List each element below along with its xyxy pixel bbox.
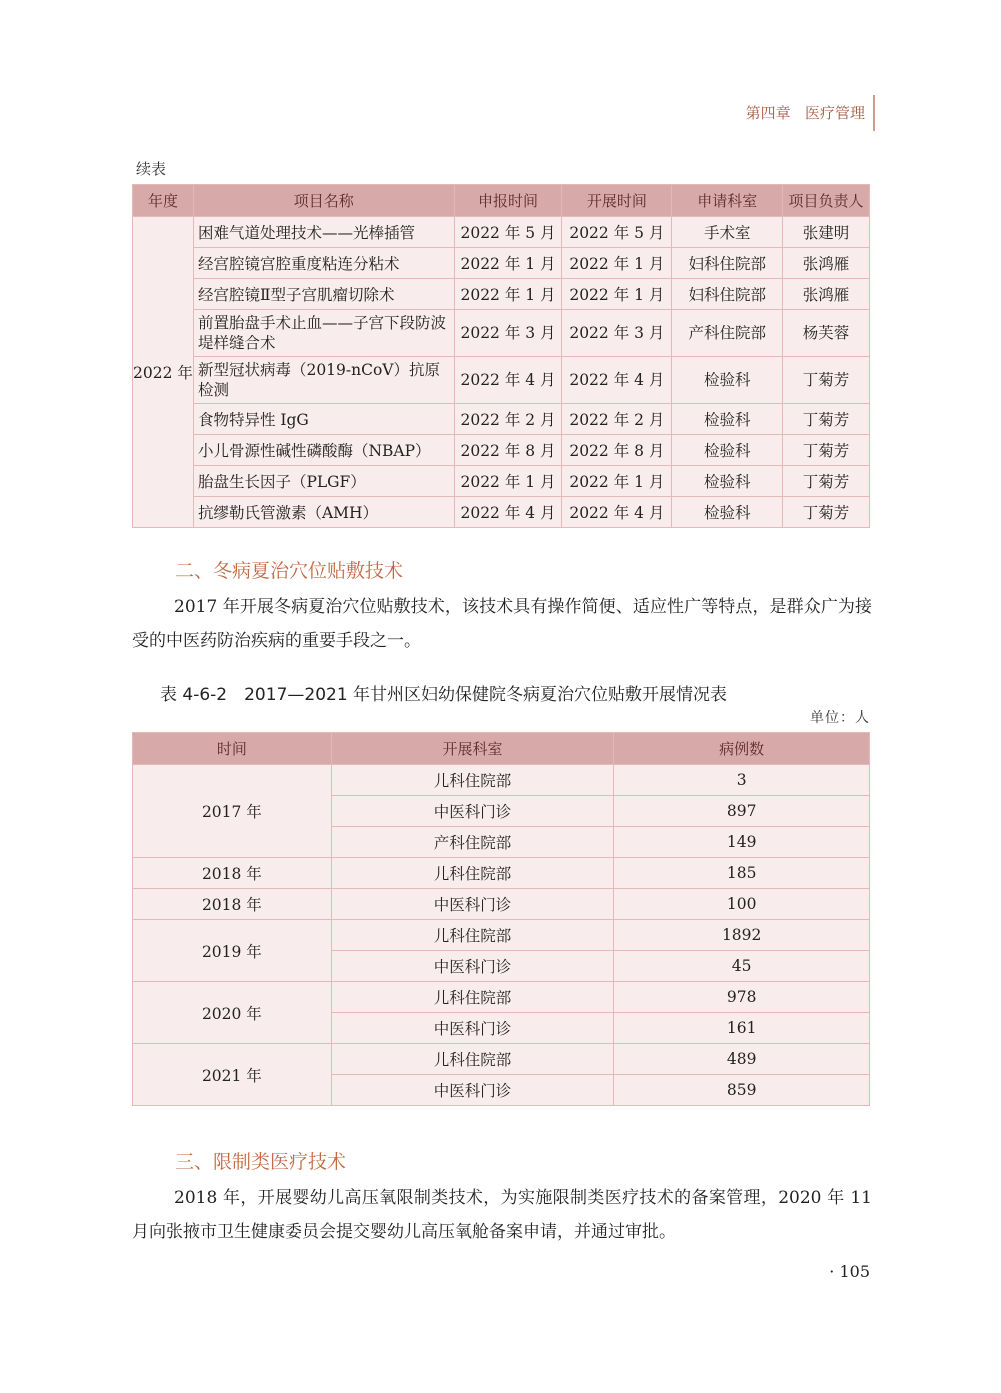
header-year: 年度 bbox=[133, 185, 194, 217]
header-time: 时间 bbox=[133, 733, 332, 765]
table-row bbox=[133, 858, 870, 889]
year-cell: 2021 年 bbox=[133, 1044, 332, 1106]
year-cell: 2017 年 bbox=[133, 765, 332, 858]
year-cell: 2020 年 bbox=[133, 982, 332, 1044]
project-name-cell: 食物特异性 IgG bbox=[193, 404, 454, 435]
chapter-title: 医疗管理 bbox=[804, 104, 865, 122]
table-row bbox=[133, 765, 870, 796]
count-cell: 859 bbox=[614, 1075, 870, 1106]
header-divider bbox=[873, 95, 875, 131]
year-cell: 2022 年 bbox=[133, 217, 194, 528]
department-cell: 妇科住院部 bbox=[672, 279, 783, 310]
department-cell: 儿科住院部 bbox=[331, 982, 614, 1013]
count-cell: 1892 bbox=[614, 920, 870, 951]
table-row bbox=[133, 466, 870, 497]
department-cell: 手术室 bbox=[672, 217, 783, 248]
table-row bbox=[133, 357, 870, 404]
table-row bbox=[133, 310, 870, 357]
count-cell: 100 bbox=[614, 889, 870, 920]
project-name-cell: 胎盘生长因子（PLGF） bbox=[193, 466, 454, 497]
header-department: 申请科室 bbox=[672, 185, 783, 217]
department-cell: 妇科住院部 bbox=[672, 248, 783, 279]
department-cell: 检验科 bbox=[672, 435, 783, 466]
department-cell: 儿科住院部 bbox=[331, 858, 614, 889]
start-time-cell: 2022 年 1 月 bbox=[562, 279, 672, 310]
table-header-row bbox=[133, 733, 870, 765]
running-header bbox=[700, 100, 873, 126]
start-time-cell: 2022 年 2 月 bbox=[562, 404, 672, 435]
department-cell: 产科住院部 bbox=[331, 827, 614, 858]
table-row bbox=[133, 248, 870, 279]
department-cell: 中医科门诊 bbox=[331, 796, 614, 827]
count-cell: 161 bbox=[614, 1013, 870, 1044]
department-cell: 中医科门诊 bbox=[331, 1013, 614, 1044]
start-time-cell: 2022 年 8 月 bbox=[562, 435, 672, 466]
report-time-cell: 2022 年 3 月 bbox=[454, 310, 562, 357]
header-lead: 项目负责人 bbox=[783, 185, 870, 217]
table-row bbox=[133, 279, 870, 310]
project-name-cell: 抗缪勒氏管激素（AMH） bbox=[193, 497, 454, 528]
department-cell: 儿科住院部 bbox=[331, 1044, 614, 1075]
count-cell: 897 bbox=[614, 796, 870, 827]
start-time-cell: 2022 年 4 月 bbox=[562, 357, 672, 404]
project-name-cell: 经宫腔镜宫腔重度粘连分粘术 bbox=[193, 248, 454, 279]
project-name-cell: 困难气道处理技术——光棒插管 bbox=[193, 217, 454, 248]
lead-cell: 杨芙蓉 bbox=[783, 310, 870, 357]
report-time-cell: 2022 年 4 月 bbox=[454, 357, 562, 404]
unit-label: 单位：人 bbox=[810, 710, 870, 726]
header-project-name: 项目名称 bbox=[193, 185, 454, 217]
report-time-cell: 2022 年 8 月 bbox=[454, 435, 562, 466]
header-start-time: 开展时间 bbox=[562, 185, 672, 217]
acupoint-cases-table bbox=[132, 732, 870, 1106]
year-cell: 2018 年 bbox=[133, 889, 332, 920]
count-cell: 978 bbox=[614, 982, 870, 1013]
header-case-count: 病例数 bbox=[614, 733, 870, 765]
lead-cell: 丁菊芳 bbox=[783, 404, 870, 435]
tech-projects-table bbox=[132, 184, 870, 528]
count-cell: 185 bbox=[614, 858, 870, 889]
lead-cell: 张鸿雁 bbox=[783, 248, 870, 279]
lead-cell: 丁菊芳 bbox=[783, 435, 870, 466]
lead-cell: 丁菊芳 bbox=[783, 497, 870, 528]
header-department: 开展科室 bbox=[331, 733, 614, 765]
table-row bbox=[133, 404, 870, 435]
department-cell: 中医科门诊 bbox=[331, 951, 614, 982]
table-row bbox=[133, 497, 870, 528]
department-cell: 检验科 bbox=[672, 466, 783, 497]
start-time-cell: 2022 年 1 月 bbox=[562, 248, 672, 279]
project-name-cell: 小儿骨源性碱性磷酸酶（NBAP） bbox=[193, 435, 454, 466]
start-time-cell: 2022 年 4 月 bbox=[562, 497, 672, 528]
report-time-cell: 2022 年 4 月 bbox=[454, 497, 562, 528]
report-time-cell: 2022 年 5 月 bbox=[454, 217, 562, 248]
department-cell: 检验科 bbox=[672, 404, 783, 435]
count-cell: 45 bbox=[614, 951, 870, 982]
section-title-restricted: 三、限制类医疗技术 bbox=[175, 1151, 347, 1173]
paragraph-restricted: 2018 年，开展婴幼儿高压氧限制类技术，为实施限制类医疗技术的备案管理，2020 年 11 月向张掖市卫生健康委员会提交婴幼儿高压氧舱备案申请，并通过审批。 bbox=[132, 1188, 872, 1242]
start-time-cell: 2022 年 5 月 bbox=[562, 217, 672, 248]
department-cell: 检验科 bbox=[672, 357, 783, 404]
table-row bbox=[133, 1044, 870, 1075]
table-row bbox=[133, 920, 870, 951]
lead-cell: 丁菊芳 bbox=[783, 357, 870, 404]
continued-label: 续表 bbox=[136, 160, 167, 178]
department-cell: 产科住院部 bbox=[672, 310, 783, 357]
year-cell: 2018 年 bbox=[133, 858, 332, 889]
count-cell: 3 bbox=[614, 765, 870, 796]
lead-cell: 张建明 bbox=[783, 217, 870, 248]
department-cell: 中医科门诊 bbox=[331, 889, 614, 920]
year-cell: 2019 年 bbox=[133, 920, 332, 982]
project-name-cell: 新型冠状病毒（2019-nCoV）抗原检测 bbox=[193, 357, 454, 404]
start-time-cell: 2022 年 3 月 bbox=[562, 310, 672, 357]
start-time-cell: 2022 年 1 月 bbox=[562, 466, 672, 497]
table-row bbox=[133, 435, 870, 466]
table-caption: 表 4-6-2 2017—2021 年甘州区妇幼保健院冬病夏治穴位贴敷开展情况表 bbox=[160, 685, 728, 705]
count-cell: 149 bbox=[614, 827, 870, 858]
department-cell: 儿科住院部 bbox=[331, 920, 614, 951]
lead-cell: 丁菊芳 bbox=[783, 466, 870, 497]
department-cell: 中医科门诊 bbox=[331, 1075, 614, 1106]
report-time-cell: 2022 年 1 月 bbox=[454, 279, 562, 310]
header-report-time: 申报时间 bbox=[454, 185, 562, 217]
section-title-acupoint: 二、冬病夏治穴位贴敷技术 bbox=[175, 560, 404, 582]
project-name-cell: 前置胎盘手术止血——子宫下段防波堤样缝合术 bbox=[193, 310, 454, 357]
lead-cell: 张鸿雁 bbox=[783, 279, 870, 310]
paragraph-acupoint: 2017 年开展冬病夏治穴位贴敷技术，该技术具有操作简便、适应性广等特点，是群众广为接受的中医药防治疾病的重要手段之一。 bbox=[132, 597, 872, 651]
count-cell: 489 bbox=[614, 1044, 870, 1075]
table-row bbox=[133, 889, 870, 920]
page-number: · 105 bbox=[829, 1262, 870, 1281]
table-row bbox=[133, 982, 870, 1013]
table-row bbox=[133, 217, 870, 248]
report-time-cell: 2022 年 1 月 bbox=[454, 466, 562, 497]
report-time-cell: 2022 年 2 月 bbox=[454, 404, 562, 435]
table-header-row bbox=[133, 185, 870, 217]
project-name-cell: 经宫腔镜Ⅱ型子宫肌瘤切除术 bbox=[193, 279, 454, 310]
report-time-cell: 2022 年 1 月 bbox=[454, 248, 562, 279]
chapter-label: 第四章 bbox=[745, 104, 791, 122]
department-cell: 儿科住院部 bbox=[331, 765, 614, 796]
department-cell: 检验科 bbox=[672, 497, 783, 528]
